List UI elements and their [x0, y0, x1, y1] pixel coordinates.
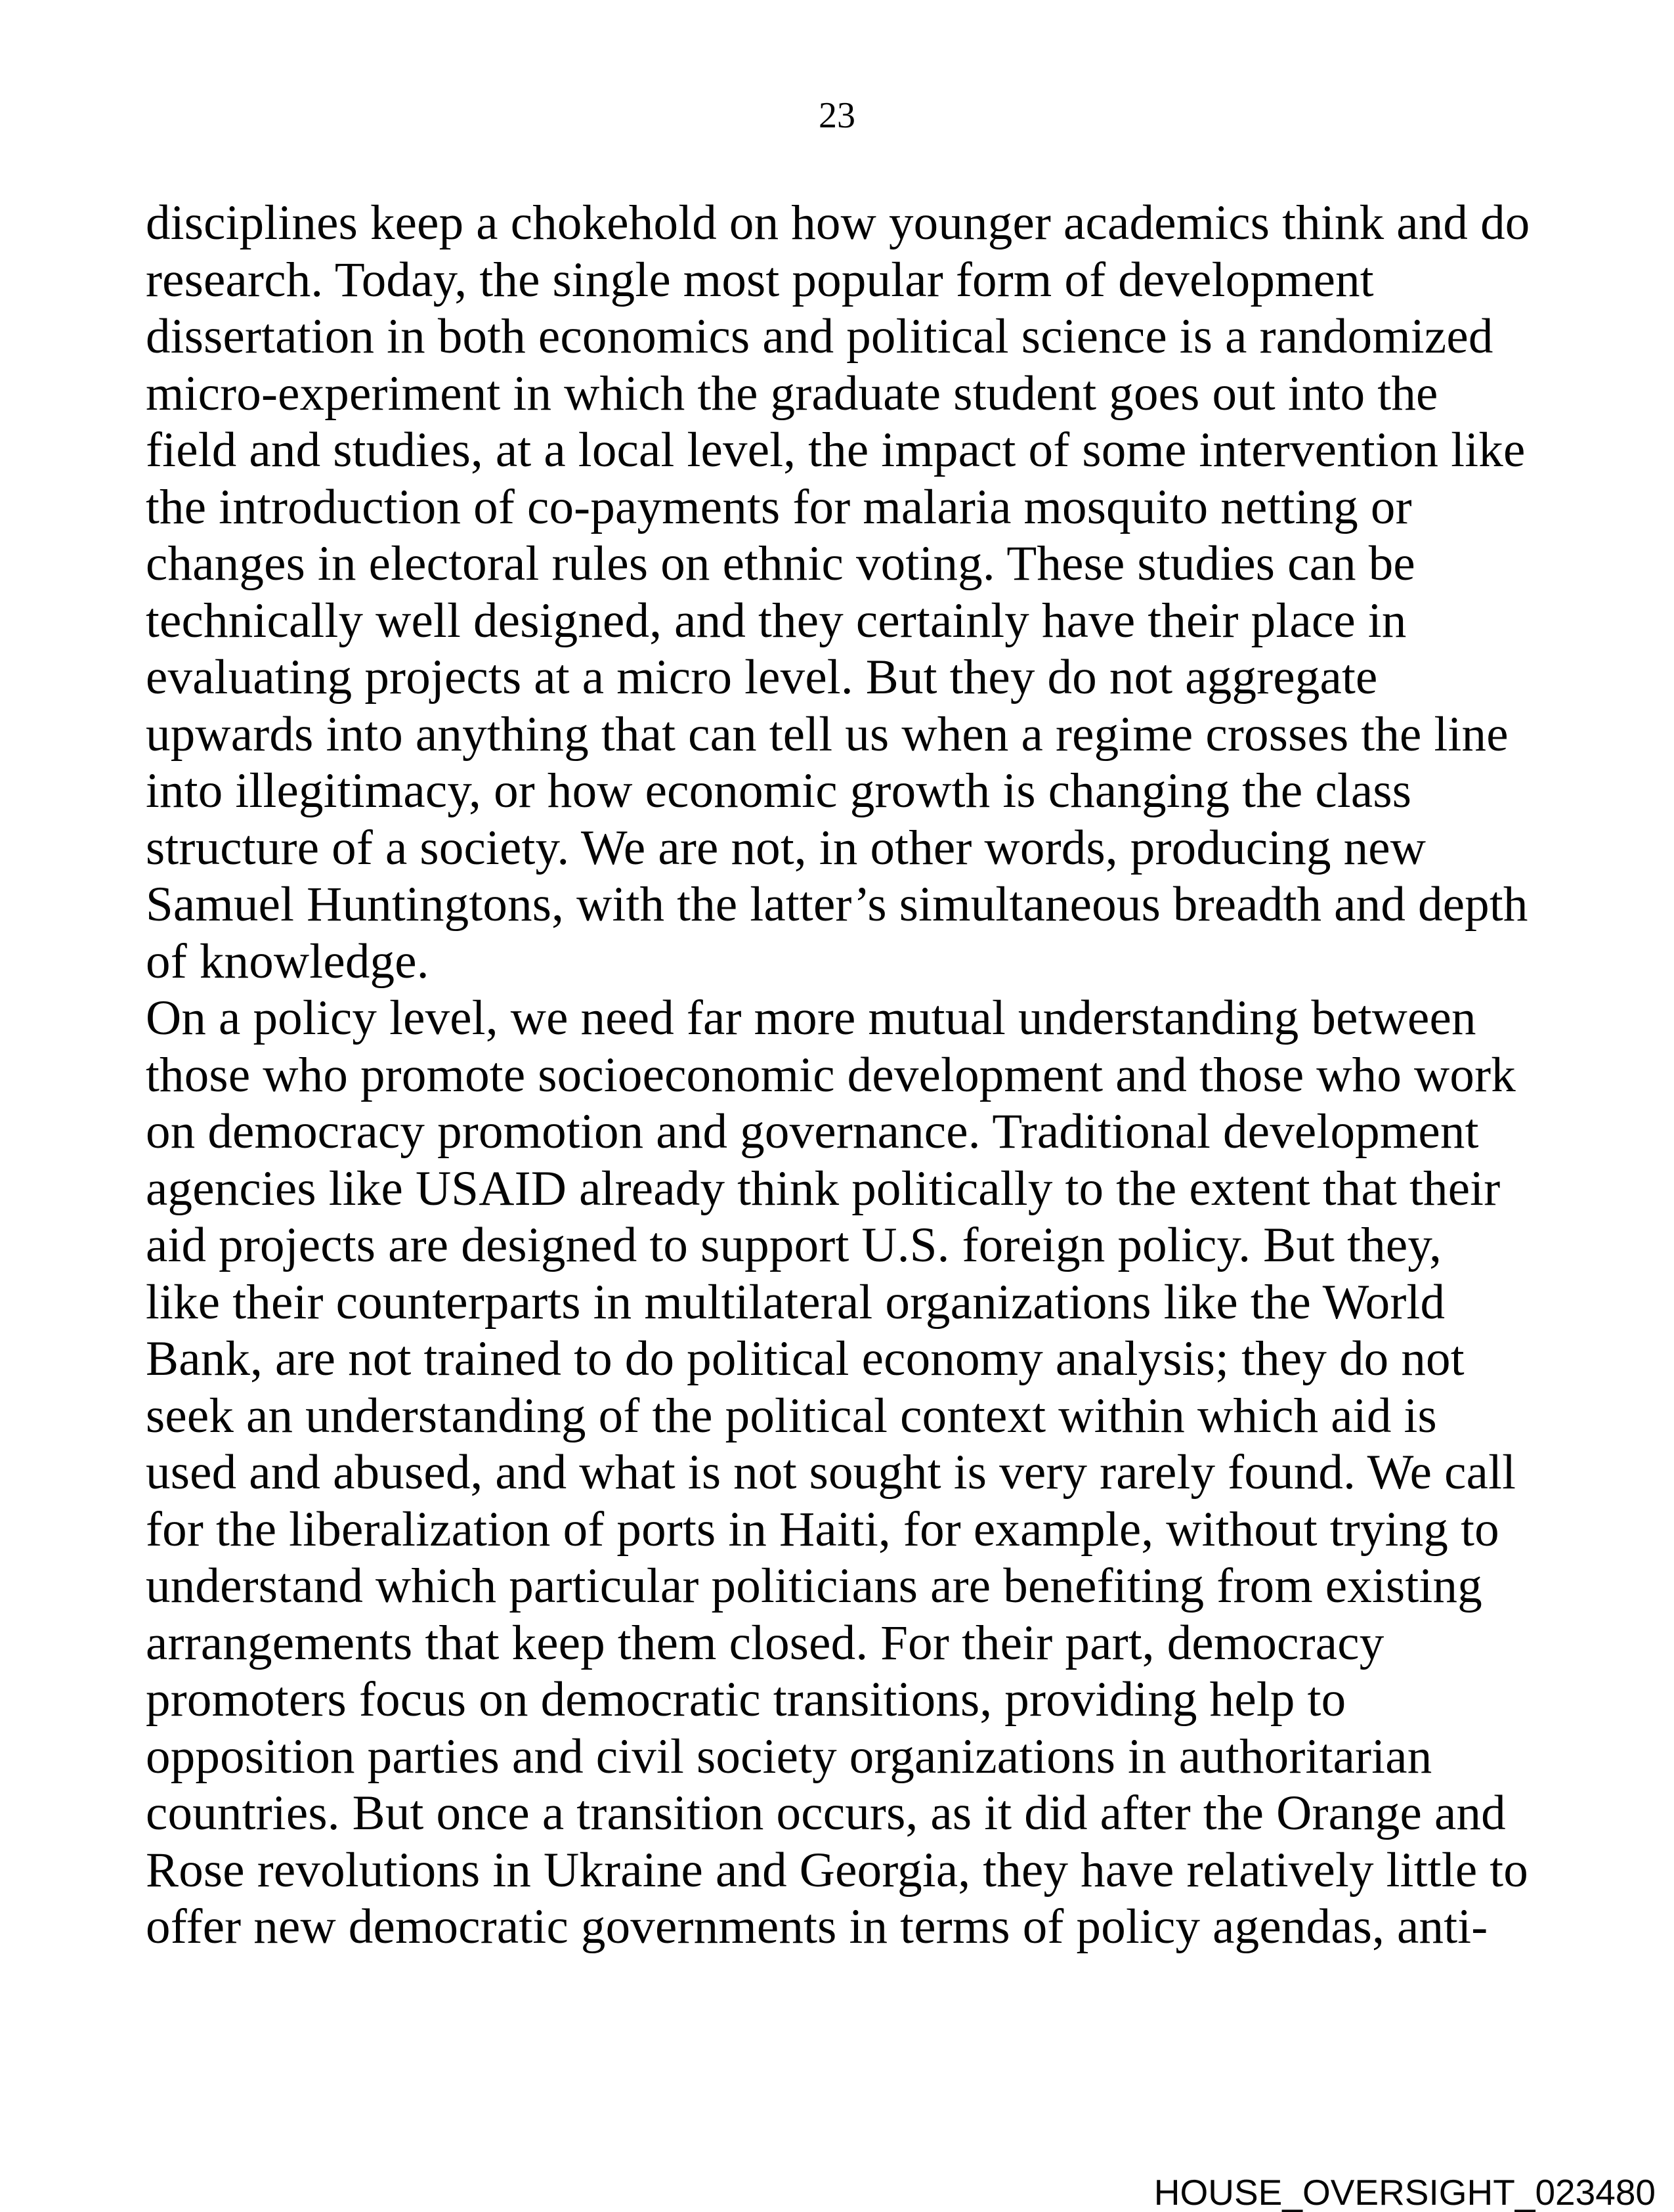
bates-stamp: HOUSE_OVERSIGHT_023480: [1153, 2171, 1656, 2212]
text-line: countries. But once a transition occurs, as it did after the Orange and: [146, 1786, 1506, 1840]
text-line: technically well designed, and they certainly have their place in: [146, 593, 1407, 648]
text-line: structure of a society. We are not, in other words, producing new: [146, 820, 1427, 875]
text-line: those who promote socioeconomic development and those who work: [146, 1047, 1516, 1102]
text-line: the introduction of co-payments for malaria mosquito netting or: [146, 479, 1412, 534]
text-line: agencies like USAID already think politically to the extent that their: [146, 1161, 1501, 1216]
text-line: On a policy level, we need far more mutual understanding between: [146, 991, 1476, 1045]
text-line: research. Today, the single most popular form of development: [146, 252, 1374, 307]
text-line: on democracy promotion and governance. Traditional development: [146, 1104, 1479, 1159]
text-line: Rose revolutions in Ukraine and Georgia, they have relatively little to: [146, 1842, 1528, 1898]
text-line: into illegitimacy, or how economic growth is changing the class: [146, 764, 1412, 818]
text-line: disciplines keep a chokehold on how younger academics think and do: [146, 196, 1530, 250]
text-line: upwards into anything that can tell us when a regime crosses the line: [146, 706, 1509, 762]
page-number: 23: [819, 95, 855, 136]
text-line: of knowledge.: [146, 934, 429, 989]
text-line: used and abused, and what is not sought is very rarely found. We call: [146, 1445, 1516, 1500]
text-line: arrangements that keep them closed. For their part, democracy: [146, 1615, 1384, 1670]
text-line: field and studies, at a local level, the impact of some intervention like: [146, 423, 1526, 477]
text-line: like their counterparts in multilateral organizations like the World: [146, 1274, 1446, 1330]
text-line: micro-experiment in which the graduate student goes out into the: [146, 366, 1438, 421]
text-line: for the liberalization of ports in Haiti, for example, without trying to: [146, 1502, 1499, 1557]
text-line: changes in electoral rules on ethnic voting. These studies can be: [146, 536, 1415, 591]
text-line: dissertation in both economics and political science is a randomized: [146, 309, 1493, 364]
text-line: aid projects are designed to support U.S. foreign policy. But they,: [146, 1218, 1442, 1272]
text-line: offer new democratic governments in terms of policy agendas, anti-: [146, 1899, 1488, 1954]
text-line: opposition parties and civil society organizations in authoritarian: [146, 1729, 1432, 1784]
text-line: promoters focus on democratic transitions, providing help to: [146, 1672, 1346, 1727]
text-line: seek an understanding of the political context within which aid is: [146, 1388, 1437, 1443]
body-text-block: [146, 195, 1577, 1956]
text-line: evaluating projects at a micro level. But they do not aggregate: [146, 650, 1378, 705]
text-line: understand which particular politicians are benefiting from existing: [146, 1559, 1482, 1613]
text-line: Bank, are not trained to do political economy analysis; they do not: [146, 1332, 1465, 1386]
text-line: Samuel Huntingtons, with the latter’s simultaneous breadth and depth: [146, 877, 1528, 932]
